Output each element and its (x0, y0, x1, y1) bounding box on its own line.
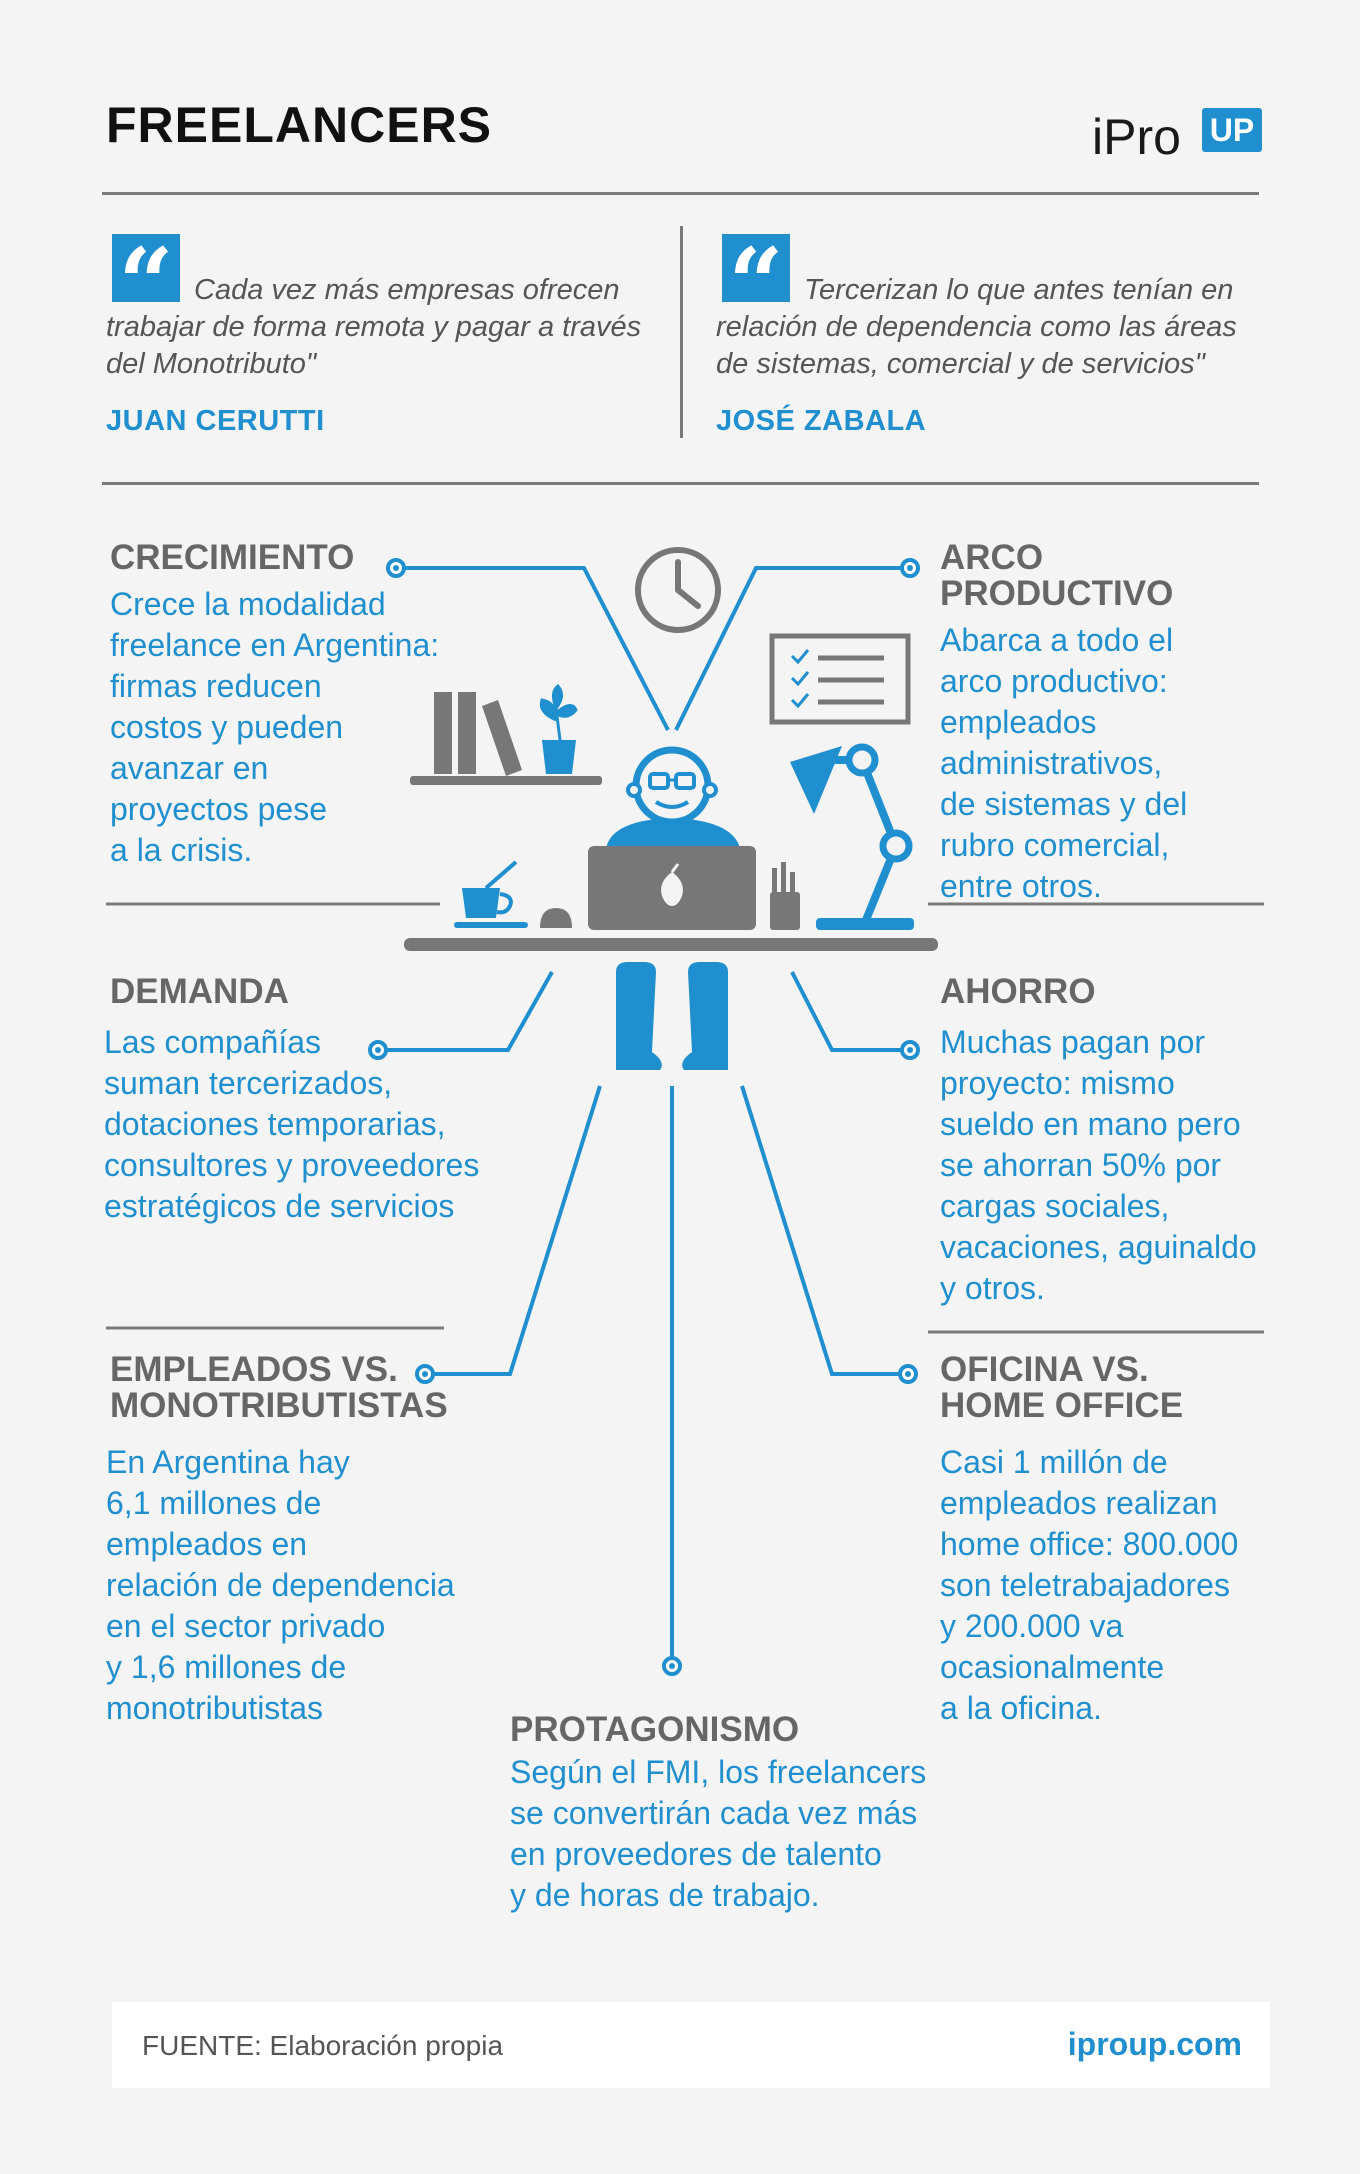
page-title: FREELANCERS (106, 97, 493, 153)
section-arco (940, 540, 1270, 907)
section-heading: DEMANDA (110, 972, 289, 1011)
section-heading: ARCO PRODUCTIVO (940, 538, 1174, 613)
section-oficina (940, 1352, 1270, 1729)
footer-site-link[interactable]: iproup.com (1067, 2026, 1242, 2062)
section-protagonismo (510, 1712, 970, 1916)
section-crecimiento (110, 540, 490, 871)
section-ahorro (940, 974, 1270, 1309)
section-body: Las compañías suman tercerizados, dotaciones temporarias, consultores y proveedores estratégicos de servicios (104, 1024, 480, 1224)
quote-text: Tercerizan lo que antes tenían en relación de dependencia como las áreas de sistemas, comercial y de servicios" (716, 274, 1237, 380)
connector-oficina (742, 1086, 908, 1374)
section-body: Muchas pagan por proyecto: mismo sueldo en mano pero se ahorran 50% por cargas sociales, vacaciones, aguinaldo y otros. (940, 1024, 1257, 1306)
quote-text: Cada vez más empresas ofrecen trabajar de forma remota y pagar a través del Monotributo" (106, 274, 642, 380)
person-icon (606, 750, 740, 848)
section-body: Casi 1 millón de empleados realizan home office: 800.000 son teletrabajadores y 200.000 va ocasionalmente a la oficina. (940, 1444, 1239, 1726)
plant-icon (541, 686, 576, 774)
pencil-cup-icon (770, 862, 800, 930)
section-heading: CRECIMIENTO (110, 538, 355, 577)
section-empleados (106, 1350, 530, 1729)
footer-bar (112, 2002, 1270, 2088)
quote-author: JOSÉ ZABALA (716, 405, 927, 437)
desk-lamp-icon (790, 746, 914, 930)
section-body: En Argentina hay 6,1 millones de empleados en relación de dependencia en el sector privado y 1,6 millones de monotributistas (106, 1444, 455, 1726)
section-heading: EMPLEADOS VS. MONOTRIBUTISTAS (110, 1350, 448, 1425)
section-body: Crece la modalidad freelance en Argentina: firmas reducen costos y pueden avanzar en proyectos pese a la crisis. (110, 586, 440, 868)
connector-ahorro (792, 972, 910, 1050)
section-heading: OFICINA VS. HOME OFFICE (940, 1350, 1184, 1425)
section-heading: AHORRO (940, 972, 1096, 1011)
section-demanda (104, 972, 530, 1227)
coffee-cup-icon (454, 862, 528, 928)
desk-surface (404, 938, 938, 951)
section-heading: PROTAGONISMO (510, 1710, 800, 1749)
quote-mark-icon: “ (722, 234, 790, 302)
mouse-icon (540, 908, 572, 928)
laptop-icon (588, 846, 756, 930)
section-body: Abarca a todo el arco productivo: empleados administrativos, de sistemas y del rubro comercial, entre otros. (940, 622, 1188, 904)
logo-badge: UP (1202, 108, 1262, 152)
section-body: Según el FMI, los freelancers se convertirán cada vez más en proveedores de talento y de horas de trabajo. (510, 1754, 927, 1913)
logo-text: iPro (1092, 109, 1181, 165)
footer-source: FUENTE: Elaboración propia (142, 2030, 504, 2061)
person-legs (616, 962, 728, 1070)
quote-author: JUAN CERUTTI (106, 405, 325, 437)
clock-icon (638, 550, 718, 630)
checklist-icon (772, 636, 908, 722)
quote-mark-icon: “ (112, 234, 180, 302)
